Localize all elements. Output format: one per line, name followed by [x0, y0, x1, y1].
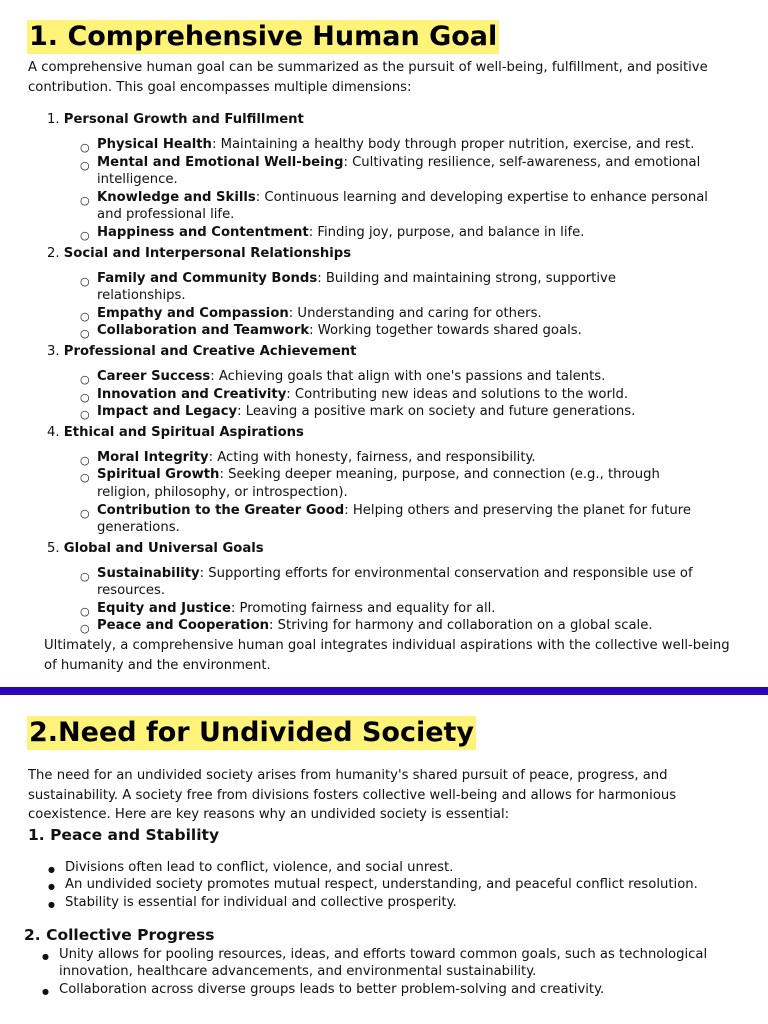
subitem-label: Sustainability — [97, 565, 200, 581]
dimension-item — [0, 110, 768, 242]
dimension-item — [0, 539, 768, 635]
subitem — [0, 617, 768, 635]
subitem-text: : Continuous learning and developing expertise to enhance personal and professional life. — [97, 189, 708, 223]
section-1-title: 1. Comprehensive Human Goal — [29, 21, 498, 52]
subitem — [0, 224, 768, 242]
subitem-text: : Cultivating resilience, self-awareness, and emotional intelligence. — [97, 154, 701, 188]
subitem-text: : Finding joy, purpose, and balance in life. — [308, 224, 585, 240]
dimension-heading — [0, 539, 768, 558]
subitem — [0, 189, 768, 224]
dimension-subitems — [0, 368, 768, 421]
dimension-title: Social and Interpersonal Relationships — [63, 245, 352, 261]
circle-bullet-icon: ○ — [80, 506, 90, 520]
subitem-label: Peace and Cooperation — [97, 618, 270, 634]
dimension-title: Ethical and Spiritual Aspirations — [63, 424, 304, 440]
subsection-collective-progress — [24, 925, 724, 945]
subitem-label: Innovation and Creativity — [97, 386, 287, 402]
subitem-label: Mental and Emotional Well-being — [97, 154, 344, 170]
subitem — [0, 154, 768, 189]
subitem-label: Collaboration and Teamwork — [97, 323, 310, 339]
dimension-title: Global and Universal Goals — [63, 540, 264, 556]
subitem-text: : Working together towards shared goals. — [309, 323, 582, 339]
subsection-heading: 1. Peace and Stability — [28, 826, 220, 844]
subsection-peace-stability — [28, 825, 728, 845]
disc-bullet-icon: ● — [48, 899, 55, 909]
subitem-text: : Understanding and caring for others. — [288, 305, 542, 321]
dimension-heading — [0, 110, 768, 129]
dimension-item — [0, 423, 768, 537]
subitem-label: Equity and Justice — [97, 600, 231, 616]
subitem-label: Empathy and Compassion — [97, 305, 289, 321]
subsection-heading: 2. Collective Progress — [24, 926, 215, 944]
dimension-subitems — [0, 270, 768, 340]
dimension-item — [0, 244, 768, 340]
circle-bullet-icon: ○ — [80, 327, 90, 341]
subitem-text: : Supporting efforts for environmental conservation and responsible use of resources. — [97, 565, 693, 599]
subitem-label: Spiritual Growth — [97, 467, 220, 483]
subitem — [0, 136, 768, 154]
circle-bullet-icon: ○ — [80, 453, 90, 467]
disc-bullet-icon: ● — [48, 865, 55, 874]
section-1-list — [0, 110, 768, 637]
circle-bullet-icon: ○ — [80, 622, 90, 636]
disc-bullet-icon: ● — [42, 986, 49, 996]
bullet-text: Divisions often lead to conflict, violence, and social unrest. — [65, 860, 454, 875]
subitem-label: Moral Integrity — [97, 449, 209, 465]
section-2-title: 2.Need for Undivided Society — [29, 717, 475, 748]
subitem-label: Career Success — [97, 368, 211, 384]
circle-bullet-icon: ○ — [80, 141, 90, 154]
circle-bullet-icon: ○ — [80, 569, 90, 583]
section-2-intro: The need for an undivided society arises from humanity's shared pursuit of peace, progress, and sustainability. A society free from divisions fosters collective well-being and allows for harmonious coexistence. Here are key reasons why an undivided society is essential: — [28, 768, 677, 822]
subitem-text: : Helping others and preserving the planet for future generations. — [97, 502, 692, 536]
subitem — [0, 600, 768, 618]
subitem — [0, 386, 768, 404]
bullet-item — [0, 946, 768, 981]
disc-bullet-icon: ● — [48, 882, 55, 892]
dimensions-list — [0, 110, 768, 635]
circle-bullet-icon: ○ — [80, 158, 90, 172]
subitem — [0, 502, 768, 537]
bullet-text: Collaboration across diverse groups leads to better problem-solving and creativity. — [59, 981, 605, 997]
collective-progress-bullets — [0, 946, 768, 998]
bullet-item — [0, 894, 768, 911]
subitem-text: : Leaving a positive mark on society and future generations. — [237, 404, 636, 420]
bullet-item — [0, 859, 768, 876]
subitem — [0, 322, 768, 340]
circle-bullet-icon: ○ — [80, 193, 90, 207]
bullet-text: An undivided society promotes mutual respect, understanding, and peaceful conflict resolution. — [65, 877, 698, 893]
bullet-text: Stability is essential for individual and collective prosperity. — [65, 894, 457, 910]
dimension-title: Personal Growth and Fulfillment — [63, 112, 304, 127]
dimension-heading — [0, 342, 768, 361]
dimension-heading — [0, 244, 768, 263]
subitem-text: : Achieving goals that align with one's passions and talents. — [210, 368, 606, 384]
dimension-number: 5. — [47, 540, 64, 556]
disc-bullet-icon: ● — [42, 952, 49, 961]
subitem — [0, 565, 768, 600]
dimension-number: 1. — [47, 112, 64, 127]
subitem-text: : Acting with honesty, fairness, and responsibility. — [208, 449, 536, 465]
subitem — [0, 466, 768, 501]
subitem-label: Contribution to the Greater Good — [97, 502, 345, 518]
subitem — [0, 305, 768, 323]
subitem-text: : Building and maintaining strong, supportive relationships. — [97, 270, 616, 304]
bullet-item — [0, 981, 768, 998]
subitem-label: Impact and Legacy — [97, 404, 238, 420]
subitem-text: : Promoting fairness and equality for all. — [230, 600, 496, 616]
dimension-number: 4. — [47, 424, 64, 440]
subitem-text: : Contributing new ideas and solutions to the world. — [286, 386, 629, 402]
section-divider — [0, 687, 768, 695]
dimension-heading — [0, 423, 768, 442]
circle-bullet-icon: ○ — [80, 372, 90, 386]
subitem-text: : Striving for harmony and collaboration on a global scale. — [269, 618, 653, 634]
peace-stability-bullets — [0, 859, 768, 911]
subitem-text: : Seeking deeper meaning, purpose, and connection (e.g., through religion, philosophy, or introspection). — [97, 467, 660, 500]
dimension-subitems — [0, 449, 768, 537]
dimension-number: 3. — [47, 343, 64, 359]
subitem-label: Physical Health — [97, 137, 212, 152]
circle-bullet-icon: ○ — [80, 309, 90, 323]
dimension-item — [0, 342, 768, 421]
section-1-intro: A comprehensive human goal can be summarized as the pursuit of well-being, fulfillment, and positive contribution. This goal encompasses multiple dimensions: — [28, 60, 708, 95]
subitem-label: Knowledge and Skills — [97, 189, 256, 205]
bullet-item — [0, 876, 768, 893]
subitem-text: : Maintaining a healthy body through proper nutrition, exercise, and rest. — [211, 137, 695, 152]
subitem-label: Family and Community Bonds — [97, 270, 318, 286]
subitem — [0, 368, 768, 386]
dimension-number: 2. — [47, 245, 64, 261]
dimension-title: Professional and Creative Achievement — [63, 343, 357, 359]
circle-bullet-icon: ○ — [80, 604, 90, 618]
dimension-subitems — [0, 136, 768, 242]
circle-bullet-icon: ○ — [80, 228, 90, 242]
bullet-text: Unity allows for pooling resources, ideas, and efforts toward common goals, such as technological innovation, healthcare advancements, and environmental sustainability. — [59, 947, 708, 980]
circle-bullet-icon: ○ — [80, 408, 90, 422]
section-1-conclusion: Ultimately, a comprehensive human goal integrates individual aspirations with the collective well-being of humanity and the environment. — [44, 638, 730, 673]
circle-bullet-icon: ○ — [80, 390, 90, 404]
dimension-subitems — [0, 565, 768, 635]
circle-bullet-icon: ○ — [80, 274, 90, 288]
subitem — [0, 449, 768, 467]
subitem-label: Happiness and Contentment — [97, 224, 309, 240]
subitem — [0, 403, 768, 421]
subitem — [0, 270, 768, 305]
circle-bullet-icon: ○ — [80, 471, 90, 485]
